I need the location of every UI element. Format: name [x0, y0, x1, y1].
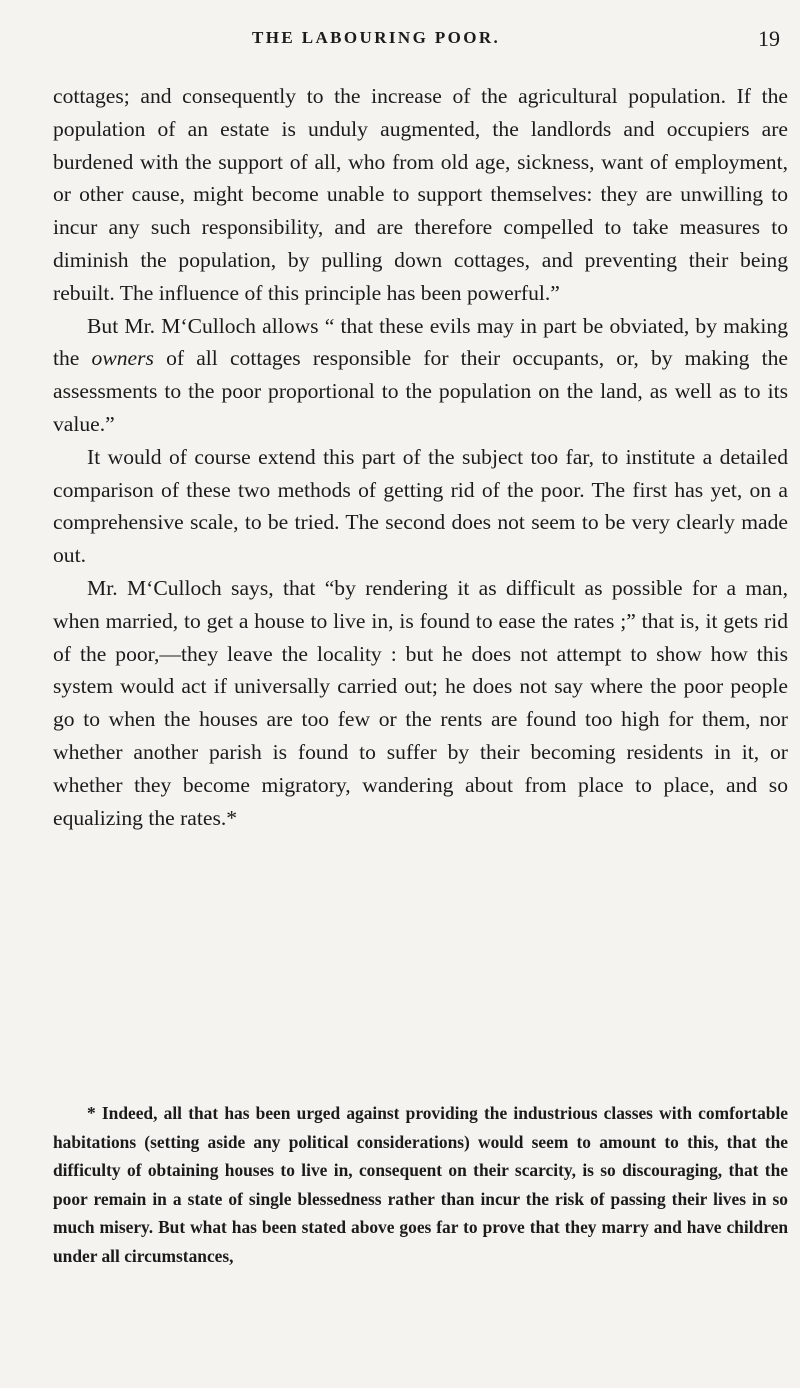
footnote-text: * Indeed, all that has been urged against providing the industrious classes with comfortable habitations (setting aside any political considerations) would seem to amount to this, that the difficulty of obtaining houses to live in, consequent on their scarcity, is so discouraging, that the poor remain in a state of single blessedness rather than incur the risk of passing their lives in so much misery. But what has been stated above goes far to prove that they marry and have children under all circumstances,: [53, 1103, 788, 1266]
paragraph-2-before: But Mr. M‘Culloch allows “ that these evils may in part be obviated, by making the: [53, 313, 788, 371]
body-text: [53, 80, 788, 834]
running-head: [0, 28, 800, 56]
page-number: 19: [758, 26, 780, 51]
paragraph-1: cottages; and consequently to the increase of the agricultural population. If the population of an estate is unduly augmented, the landlords and occupiers are burdened with the support of all, who from old age, sickness, want of employment, or other cause, might become unable to support themselves: they are unwilling to incur any such responsibility, and are therefore compelled to take measures to diminish the population, by pulling down cottages, and preventing their being rebuilt. The influence of this principle has been powerful.”: [53, 84, 788, 305]
running-title: THE LABOURING POOR.: [252, 28, 501, 47]
paragraph-4: Mr. M‘Culloch says, that “by rendering it as difficult as possible for a man, when married, to get a house to live in, is found to ease the rates ;” that is, it gets rid of the poor,—they leave the locality : but he does not attempt to show how this system would act if universally carried out; he does not say where the poor people go to when the houses are too few or the rents are found too high for them, nor whether another parish is found to suffer by their becoming residents in it, or whether they become migratory, wandering about from place to place, and so equalizing the rates.*: [53, 575, 788, 830]
footnote: [53, 1099, 788, 1271]
paragraph-2-italic: owners: [91, 346, 154, 371]
paragraph-2-after: of all cottages responsible for their occupants, or, by making the assessments to the poor proportional to the population on the land, as well as to its value.”: [53, 346, 788, 436]
paragraph-3: It would of course extend this part of the subject too far, to institute a detailed comparison of these two methods of getting rid of the poor. The first has yet, on a comprehensive scale, to be tried. The second does not seem to be very clearly made out.: [53, 444, 788, 568]
paragraph-2: [53, 310, 788, 441]
